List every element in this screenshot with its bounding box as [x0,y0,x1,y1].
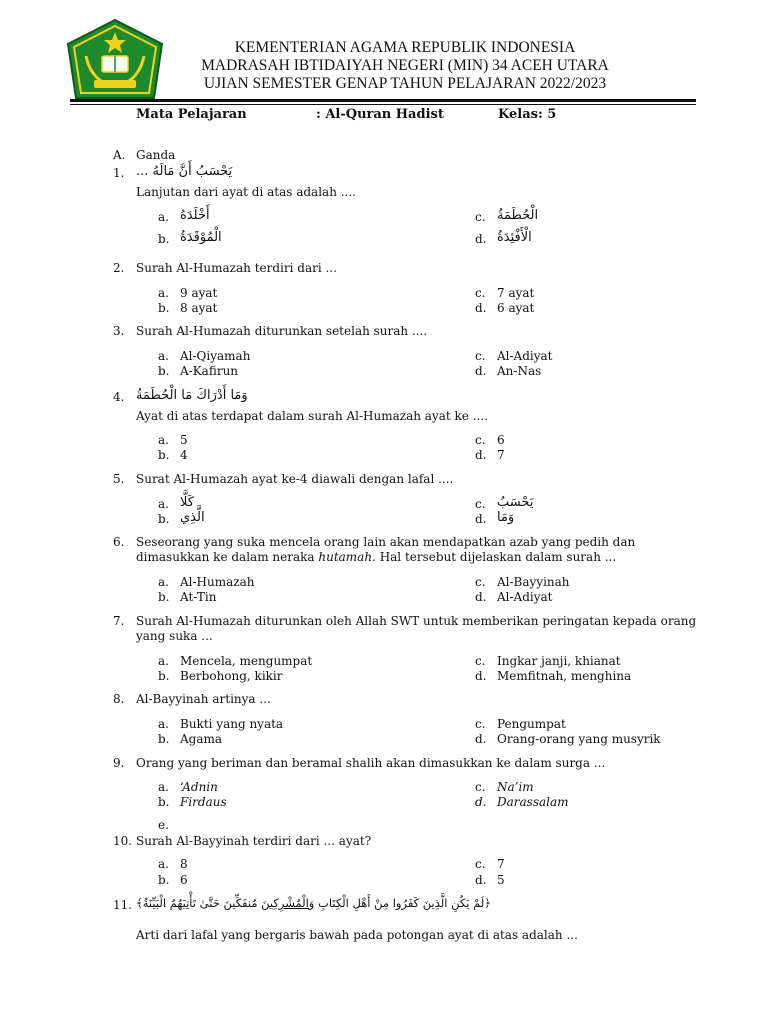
question-text: Lanjutan dari ayat di atas adalah .... [136,185,356,199]
question-text: Surah Al-Humazah terdiri dari ... [136,261,337,275]
option-c[interactable]: Al-Adiyat [497,349,553,363]
option-e-label: e. [158,818,169,832]
question-text: Arti dari lafal yang bergaris bawah pada potongan ayat di atas adalah ... [136,928,578,942]
option-c[interactable]: Al-Bayyinah [497,575,570,589]
question-text-part: dimasukkan ke dalam neraka [136,550,319,564]
option-label: c. [475,780,486,794]
arabic-underlined: وَالْمُشْرِكِينَ [261,896,315,910]
question-text: Surat Al-Humazah ayat ke-4 diawali dengan lafal .... [136,472,454,486]
option-label: a. [158,286,169,300]
question-number: 10. [113,834,133,848]
question-number: 1. [113,166,125,180]
option-label: a. [158,210,169,224]
question-number: 9. [113,756,125,770]
option-label: b. [158,364,170,378]
option-label: d. [475,669,487,683]
option-label: a. [158,654,169,668]
option-a[interactable]: Al-Humazah [180,575,255,589]
option-label: c. [475,575,486,589]
option-label: a. [158,717,169,731]
question-text: Ayat di atas terdapat dalam surah Al-Humazah ayat ke .... [136,409,488,423]
option-b[interactable]: 6 [180,873,188,887]
question-text: Al-Bayyinah artinya ... [136,692,271,706]
option-b[interactable]: الَّذِي [180,510,205,525]
option-label: d. [475,795,487,809]
question-text: Seseorang yang suka mencela orang lain akan mendapatkan azab yang pedih dan [136,535,636,549]
option-b[interactable]: 8 ayat [180,301,218,315]
option-d[interactable]: 7 [497,448,505,462]
option-label: c. [475,857,486,871]
option-c[interactable]: 7 [497,857,505,871]
option-label: d. [475,732,487,746]
question-number: 4. [113,390,125,404]
kemenag-logo [64,18,166,106]
question-number: 3. [113,324,125,338]
option-d[interactable]: الْأَفْئِدَةُ [497,230,532,245]
option-d[interactable]: 6 ayat [497,301,535,315]
question-text-part: Hal tersebut dijelaskan dalam surah ... [375,550,617,564]
option-label: c. [475,349,486,363]
question-text-line2: yang suka ... [136,629,213,643]
option-d[interactable]: وَمَا [497,510,515,525]
option-b[interactable]: 4 [180,448,188,462]
option-a[interactable]: ‘Adnin [180,780,218,794]
option-b[interactable]: Firdaus [180,795,227,809]
question-arabic: يَحْسَبُ أَنَّ مَالَهُ ... [136,164,233,179]
question-text: Surah Al-Humazah diturunkan oleh Allah SWT untuk memberikan peringatan kepada orang [136,614,697,628]
option-label: d. [475,512,487,526]
option-label: a. [158,857,169,871]
option-a[interactable]: Bukti yang nyata [180,717,284,731]
option-c[interactable]: Pengumpat [497,717,566,731]
option-b[interactable]: A-Kafirun [180,364,239,378]
arabic-part: ﴿لَمْ يَكُنِ الَّذِينَ كَفَرُوا مِنْ أَهْلِ الْكِتَابِ [314,896,491,910]
question-number: 11. [113,898,133,912]
option-d[interactable]: An-Nas [497,364,542,378]
option-a[interactable]: 5 [180,433,188,447]
option-b[interactable]: Berbohong, kikir [180,669,283,683]
option-label: d. [475,364,487,378]
option-label: b. [158,232,170,246]
option-label: a. [158,780,169,794]
question-number: 7. [113,614,125,628]
option-a[interactable]: 8 [180,857,188,871]
option-a[interactable]: 9 ayat [180,286,218,300]
option-label: c. [475,210,486,224]
question-text: Surah Al-Humazah diturunkan setelah surah .... [136,324,428,338]
option-c[interactable]: الْحُطَمَةُ [497,208,539,223]
option-a[interactable]: كَلَّا [180,495,194,510]
option-label: b. [158,301,170,315]
subject-label: Mata Pelajaran [136,107,247,122]
subject-value: : Al-Quran Hadist [316,107,444,122]
question-arabic [136,896,491,911]
arabic-part: مُنفَكِّينَ حَتَّىٰ تَأْتِيَهُمُ الْبَيِّنَةُ﴾ [136,896,262,910]
option-label: c. [475,717,486,731]
option-d[interactable]: Memfitnah, menghina [497,669,632,683]
option-c[interactable]: Na’im [497,780,534,794]
question-number: 6. [113,535,125,549]
option-label: d. [475,448,487,462]
question-number: 5. [113,472,125,486]
option-label: b. [158,512,170,526]
option-label: c. [475,654,486,668]
option-label: b. [158,448,170,462]
option-d[interactable]: Al-Adiyat [497,590,553,604]
option-label: a. [158,433,169,447]
option-a[interactable]: Al-Qiyamah [180,349,251,363]
option-label: b. [158,795,170,809]
option-b[interactable]: الْمُوْقَدَةُ [180,230,222,245]
option-label: d. [475,301,487,315]
option-b[interactable]: At-Tin [180,590,217,604]
option-label: c. [475,433,486,447]
header-ministry: KEMENTERIAN AGAMA REPUBLIK INDONESIA [234,39,576,56]
option-a[interactable]: أَخْلَدَهُ [180,208,210,223]
option-label: a. [158,575,169,589]
option-label: c. [475,497,486,511]
class-label: Kelas: 5 [498,107,557,122]
option-label: c. [475,286,486,300]
option-label: b. [158,669,170,683]
option-c[interactable]: 6 [497,433,505,447]
option-d[interactable]: 5 [497,873,505,887]
option-a[interactable]: Mencela, mengumpat [180,654,313,668]
question-text-line2 [136,550,616,565]
header-divider-thin [70,104,696,105]
option-d[interactable]: Orang-orang yang musyrik [497,732,661,746]
header-exam: UJIAN SEMESTER GENAP TAHUN PELAJARAN 2022/2023 [203,75,607,92]
section-title: Ganda [136,148,176,162]
question-text-italic: hutamah. [318,550,376,564]
section-letter: A. [113,148,126,162]
option-d[interactable]: Darassalam [497,795,569,809]
question-number: 2. [113,261,125,275]
option-label: a. [158,497,169,511]
option-label: b. [158,732,170,746]
option-label: b. [158,873,170,887]
option-label: d. [475,590,487,604]
question-arabic: وَمَا أَدْرَاكَ مَا الْحُطَمَةُ [136,388,248,403]
option-label: a. [158,349,169,363]
option-c[interactable]: يَحْسَبُ [497,495,534,510]
option-b[interactable]: Agama [180,732,223,746]
question-text: Surah Al-Bayyinah terdiri dari ... ayat? [136,834,372,848]
option-c[interactable]: Ingkar janji, khianat [497,654,621,668]
option-c[interactable]: 7 ayat [497,286,535,300]
header-divider [70,99,696,102]
header-school: MADRASAH IBTIDAIYAH NEGERI (MIN) 34 ACEH UTARA [201,57,609,74]
option-label: b. [158,590,170,604]
option-label: d. [475,873,487,887]
option-label: d. [475,232,487,246]
question-text: Orang yang beriman dan beramal shalih akan dimasukkan ke dalam surga ... [136,756,606,770]
question-number: 8. [113,692,125,706]
